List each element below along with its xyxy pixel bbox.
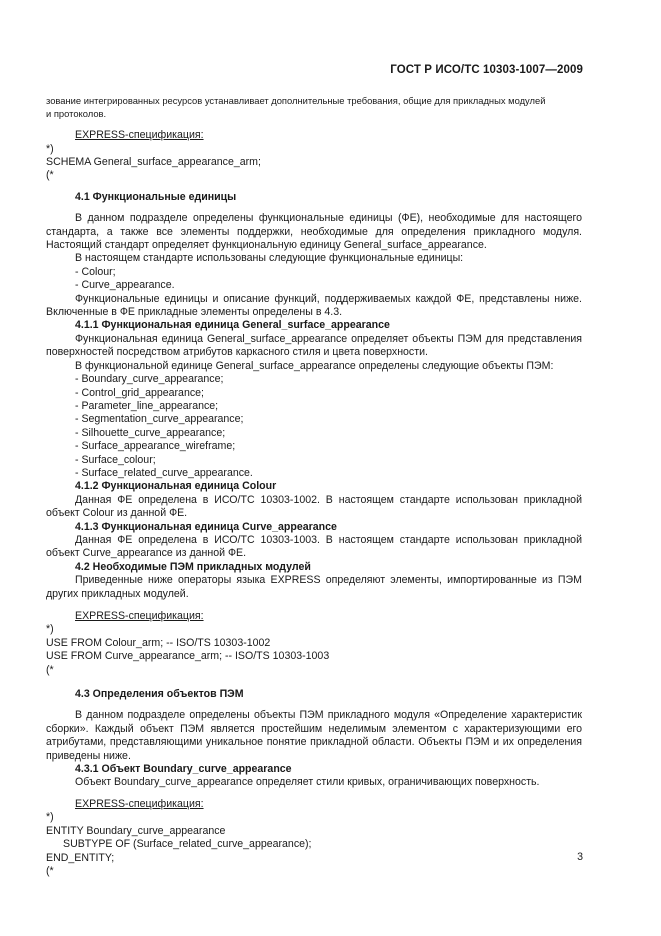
section-heading: 4.3 Определения объектов ПЭМ: [75, 688, 244, 701]
section-heading: 4.3.1 Объект Boundary_curve_appearance: [75, 763, 292, 776]
intro-paragraph: [46, 95, 582, 120]
page-content: [46, 95, 582, 878]
express-label: EXPRESS-спецификация:: [75, 129, 204, 142]
code-line: (*: [46, 864, 54, 877]
paragraph: Данная ФЕ определена в ИСО/ТС 10303-1002. В настоящем стандарте использован прикладной объект Colour из данной ФЕ.: [46, 493, 582, 520]
code-line: *): [46, 142, 54, 155]
document-header: ГОСТ Р ИСО/ТС 10303-1007—2009: [390, 64, 583, 76]
code-line: *): [46, 623, 54, 636]
code-line: (*: [46, 663, 54, 676]
list-item: - Curve_appearance.: [75, 279, 175, 292]
paragraph: Данная ФЕ определена в ИСО/ТС 10303-1003. В настоящем стандарте использован прикладной объект Curve_appearance из данной ФЕ.: [46, 533, 582, 560]
list-item: - Colour;: [75, 265, 116, 278]
intro-line: и протоколов.: [46, 107, 107, 119]
paragraph: Приведенные ниже операторы языка EXPRESS определяют элементы, импортированные из ПЭМ других прикладных модулей.: [46, 574, 582, 600]
code-line: SCHEMA General_surface_appearance_arm;: [46, 156, 261, 168]
list-item: - Silhouette_curve_appearance;: [75, 426, 226, 439]
paragraph: В настоящем стандарте использованы следующие функциональные единицы:: [75, 252, 464, 265]
list-item: - Segmentation_curve_appearance;: [75, 413, 244, 426]
paragraph: Функциональная единица General_surface_appearance определяет объекты ПЭМ для представления поверхностей посредством атрибутов каркасного стиля и цвета поверхности.: [46, 332, 582, 359]
code-line: USE FROM Curve_appearance_arm; -- ISO/TS 10303-1003: [46, 650, 330, 663]
page-number: 3: [577, 851, 583, 863]
paragraph: В функциональной единице General_surface_appearance определены следующие объекты ПЭМ:: [75, 359, 554, 372]
code-line: END_ENTITY;: [46, 851, 115, 864]
section-heading: 4.1.1 Функциональная единица General_surface_appearance: [75, 319, 390, 332]
code-line: *): [46, 811, 54, 824]
section-heading: 4.1 Функциональные единицы: [75, 190, 237, 203]
list-item: - Surface_colour;: [75, 453, 156, 466]
intro-line: зование интегрированных ресурсов устанавливает дополнительные требования, общие для прикладных модулей: [46, 95, 546, 106]
paragraph: Функциональные единицы и описание функций, поддерживаемых каждой ФЕ, представлены ниже. Включенные в ФЕ прикладные элементы определены в 4.3.: [46, 292, 582, 319]
express-label: EXPRESS-спецификация:: [75, 610, 204, 622]
paragraph: Объект Boundary_curve_appearance определяет стили кривых, ограничивающих поверхность.: [75, 776, 540, 789]
code-line: (*: [46, 169, 54, 182]
paragraph: В данном подразделе определены объекты ПЭМ прикладного модуля «Определение характеристик сборки». Каждый объект ПЭМ является простейшим неделимым элементом с характеризующими его атрибутами, представляющими уникальное понятие прикладной области. Объекты ПЭМ и их определения приведены ниже.: [46, 709, 582, 762]
code-line: ENTITY Boundary_curve_appearance: [46, 824, 226, 837]
section-heading: 4.2 Необходимые ПЭМ прикладных модулей: [75, 560, 311, 573]
list-item: - Boundary_curve_appearance;: [75, 373, 224, 386]
code-line: SUBTYPE OF (Surface_related_curve_appearance);: [63, 838, 312, 851]
code-line: USE FROM Colour_arm; -- ISO/TS 10303-1002: [46, 636, 271, 649]
list-item: - Parameter_line_appearance;: [75, 399, 219, 412]
list-item: - Control_grid_appearance;: [75, 386, 204, 399]
express-label: EXPRESS-спецификация:: [75, 797, 204, 810]
paragraph: В данном подразделе определены функциональные единицы (ФЕ), необходимые для настоящего стандарта, а также все элементы поддержки, необходимые для определения прикладного модуля. Настоящий стандарт определяет функциональную единицу General_surface_appearance.: [46, 212, 582, 252]
section-heading: 4.1.2 Функциональная единица Colour: [75, 480, 277, 493]
section-heading: 4.1.3 Функциональная единица Curve_appearance: [75, 520, 337, 533]
list-item: - Surface_related_curve_appearance.: [75, 466, 253, 479]
list-item: - Surface_appearance_wireframe;: [75, 440, 236, 453]
